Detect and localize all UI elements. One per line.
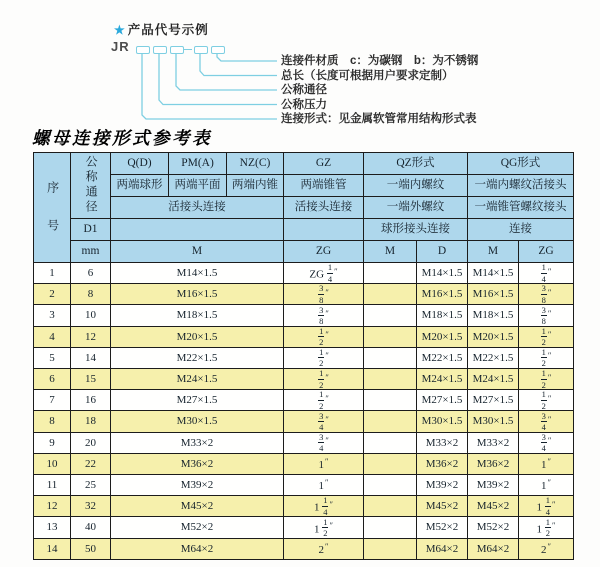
table-row [34,305,574,326]
table-row [34,538,574,559]
data-cell: 7 [34,390,71,411]
data-cell [364,326,417,347]
data-cell: $\frac{1}{4}$ ″ [519,263,574,284]
table-row [34,432,574,453]
table-title: 螺母连接形式参考表 [32,128,212,148]
data-cell: M39×2 [468,475,519,496]
data-cell: 1″ [284,453,364,474]
data-cell: M33×2 [111,432,284,453]
data-cell [364,369,417,390]
table-row [34,475,574,496]
header-cell: Q(D) [111,153,169,175]
data-cell: $\frac{3}{4}$ ″ [284,432,364,453]
data-cell: 1″ [519,453,574,474]
header-row [34,153,574,175]
data-cell: M27×1.5 [417,390,468,411]
data-cell: M22×1.5 [417,347,468,368]
data-cell: 12 [71,326,111,347]
header-cell: 一端锥管螺纹接头 [468,197,574,219]
header-cell: 活接头连接 [284,197,364,219]
data-cell [364,284,417,305]
data-cell: M64×2 [111,538,284,559]
table-row [34,263,574,284]
data-cell: M33×2 [468,432,519,453]
data-cell: 1″ [519,475,574,496]
data-cell: $\frac{3}{8}$ ″ [519,284,574,305]
data-cell: 1 $\frac{1}{4}$ ″ [284,496,364,517]
table-row [34,517,574,538]
data-cell: 6 [34,369,71,390]
header-cell: 两端内锥 [227,175,284,197]
data-cell: 16 [71,390,111,411]
data-cell: M20×1.5 [111,326,284,347]
header-cell [284,219,364,241]
data-cell: M14×1.5 [468,263,519,284]
data-cell: $\frac{1}{2}$ ″ [519,326,574,347]
table-row [34,496,574,517]
data-cell [364,496,417,517]
header-cell: 一端内螺纹活接头 [468,175,574,197]
header-cell: PM(A) [169,153,227,175]
data-cell: M39×2 [111,475,284,496]
data-cell [364,305,417,326]
data-cell: M64×2 [468,538,519,559]
callout-total-length: 总长（长度可根据用户要求定制） [281,69,454,82]
data-cell: M20×1.5 [468,326,519,347]
data-cell: $\frac{1}{2}$ ″ [284,326,364,347]
data-cell: 22 [71,453,111,474]
data-cell: M22×1.5 [468,347,519,368]
data-cell: 14 [34,538,71,559]
header-row [34,219,574,241]
data-cell: M14×1.5 [417,263,468,284]
data-cell: 2″ [284,538,364,559]
data-cell [364,263,417,284]
data-cell: M45×2 [468,496,519,517]
header-row [34,175,574,197]
data-cell: 10 [34,453,71,474]
header-cell: 一端内螺纹 [364,175,468,197]
data-cell: M36×2 [111,453,284,474]
data-cell: $\frac{3}{8}$ ″ [519,305,574,326]
callout-nominal-diameter: 公称通径 [281,84,327,96]
data-cell: M30×1.5 [417,411,468,432]
data-cell: 11 [34,475,71,496]
table-row [34,453,574,474]
data-cell: M20×1.5 [417,326,468,347]
data-cell: 50 [71,538,111,559]
data-cell: M14×1.5 [111,263,284,284]
data-cell: M27×1.5 [111,390,284,411]
data-cell: M22×1.5 [111,347,284,368]
data-cell: 14 [71,347,111,368]
data-cell: $\frac{3}{4}$ ″ [519,411,574,432]
data-cell: 40 [71,517,111,538]
data-cell: 20 [71,432,111,453]
data-cell: M18×1.5 [111,305,284,326]
data-cell: $\frac{3}{4}$ ″ [284,411,364,432]
data-cell: 1 [34,263,71,284]
header-cell: 一端外螺纹 [364,197,468,219]
data-cell [364,432,417,453]
header-cell: mm [71,241,111,263]
header-cell: 序号 [34,153,71,263]
star-icon: ★ [114,23,126,37]
data-cell: M24×1.5 [111,369,284,390]
data-cell: M18×1.5 [417,305,468,326]
data-cell: $\frac{1}{2}$ ″ [284,369,364,390]
diagram-heading-label: 产品代号示例 [127,23,209,37]
data-cell: $\frac{1}{2}$ ″ [519,390,574,411]
data-cell: $\frac{1}{2}$ ″ [519,347,574,368]
data-cell: 8 [34,411,71,432]
header-row [34,197,574,219]
data-cell: 32 [71,496,111,517]
data-cell: 6 [71,263,111,284]
data-cell: 18 [71,411,111,432]
header-cell: ZG [519,241,574,263]
table-row [34,411,574,432]
data-cell: M45×2 [111,496,284,517]
header-cell: 两端锥管 [284,175,364,197]
header-cell: QZ形式 [364,153,468,175]
data-cell: $\frac{3}{8}$ ″ [284,284,364,305]
data-cell: 13 [34,517,71,538]
nut-connection-reference-table [33,152,574,560]
data-cell: 5 [34,347,71,368]
header-cell: NZ(C) [227,153,284,175]
data-cell: M30×1.5 [468,411,519,432]
data-cell [364,411,417,432]
data-cell: M24×1.5 [417,369,468,390]
data-cell: M39×2 [417,475,468,496]
data-cell: 1″ [284,475,364,496]
header-cell: 球形接头连接 [364,219,468,241]
data-cell: M52×2 [417,517,468,538]
data-cell [364,475,417,496]
data-cell: 1 $\frac{1}{2}$ ″ [519,517,574,538]
header-cell: M [111,241,284,263]
header-cell: 两端平面 [169,175,227,197]
header-cell: ZG [284,241,364,263]
data-cell: $\frac{3}{4}$ ″ [519,432,574,453]
data-cell: 10 [71,305,111,326]
data-cell: M16×1.5 [468,284,519,305]
data-cell: M16×1.5 [111,284,284,305]
data-cell: $\frac{1}{2}$ ″ [284,390,364,411]
header-cell: 连接 [468,219,574,241]
data-cell: $\frac{1}{2}$ ″ [284,347,364,368]
data-cell: 1 $\frac{1}{2}$ ″ [284,517,364,538]
table-row [34,390,574,411]
table-row [34,326,574,347]
data-cell: M27×1.5 [468,390,519,411]
table-body [34,263,574,560]
data-cell: 8 [71,284,111,305]
table-header [34,153,574,263]
table-row [34,347,574,368]
data-cell [364,390,417,411]
data-cell: M18×1.5 [468,305,519,326]
data-cell: 25 [71,475,111,496]
data-cell: 4 [34,326,71,347]
header-cell: 公称通径 [71,153,111,219]
data-cell: 9 [34,432,71,453]
header-cell: GZ [284,153,364,175]
data-cell [364,347,417,368]
data-cell: M36×2 [417,453,468,474]
data-cell: 2″ [519,538,574,559]
data-cell: M36×2 [468,453,519,474]
data-cell: $\frac{3}{8}$ ″ [284,305,364,326]
header-cell: QG形式 [468,153,574,175]
data-cell: M52×2 [111,517,284,538]
header-cell: D1 [71,219,111,241]
header-cell: D [417,241,468,263]
data-cell: 3 [34,305,71,326]
data-cell: ZG $\frac{1}{4}$ ″ [284,263,364,284]
callout-material: 连接件材质 c：为碳钢 b：为不锈钢 [281,55,479,67]
data-cell: M16×1.5 [417,284,468,305]
data-cell [364,538,417,559]
header-cell: 活接头连接 [111,197,284,219]
callout-nominal-pressure: 公称压力 [281,98,327,111]
header-cell: M [364,241,417,263]
data-cell: 1 $\frac{1}{4}$ ″ [519,496,574,517]
data-cell: M24×1.5 [468,369,519,390]
data-cell: 15 [71,369,111,390]
header-cell: M [468,241,519,263]
data-cell: M30×1.5 [111,411,284,432]
data-cell: M64×2 [417,538,468,559]
data-cell: M52×2 [468,517,519,538]
data-cell [364,453,417,474]
data-cell: 2 [34,284,71,305]
header-cell [111,219,284,241]
callout-connection-type: 连接形式：见金属软管常用结构形式表 [281,113,477,125]
code-prefix: JR [111,39,130,54]
data-cell: $\frac{1}{2}$ ″ [519,369,574,390]
table-row [34,369,574,390]
table-row [34,284,574,305]
header-cell: 两端球形 [111,175,169,197]
data-cell: M45×2 [417,496,468,517]
header-row [34,241,574,263]
data-cell: M33×2 [417,432,468,453]
data-cell: 12 [34,496,71,517]
data-cell [364,517,417,538]
